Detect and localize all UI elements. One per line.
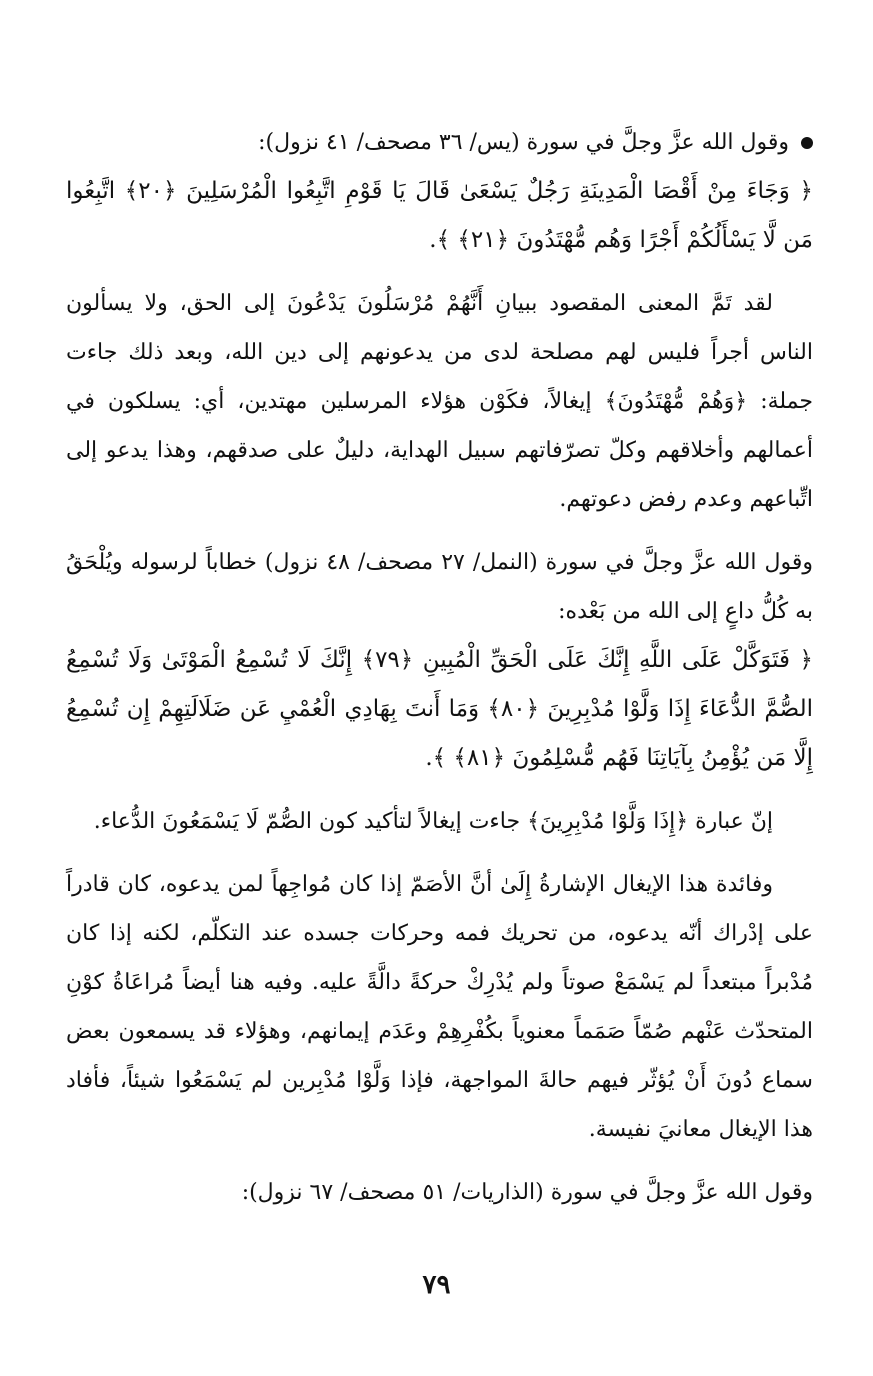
commentary-paragraph-2: إنّ عبارة ﴿إِذَا وَلَّوْا مُدْبِرِينَ﴾ جاءت إيغالاً لتأكيد كون الصُّمّ لَا يَسْمَعُونَ الدُّعاء.	[93, 809, 773, 834]
intro-text: وقول الله عزَّ وجلَّ في سورة (يس/ ٣٦ مصحف/ ٤١ نزول):	[258, 130, 789, 155]
surah-dhariyat-intro	[66, 1168, 813, 1217]
intro-text: وقول الله عزَّ وجلَّ في سورة (الذاريات/ ٥١ مصحف/ ٦٧ نزول):	[241, 1180, 813, 1205]
intro-text: وقول الله عزَّ وجلَّ في سورة (النمل/ ٢٧ مصحف/ ٤٨ نزول) خطاباً لرسوله ويُلْحَقُ به كُلُّ داعٍ إلى الله من بَعْده:	[66, 550, 813, 624]
commentary-paragraph-3: وفائدة هذا الإيغال الإشارةُ إِلَىٰ أنَّ الأصَمّ إذا كان مُواجِهاً لمن يدعوه، كان قادراً على إدْراك أنّه يدعوه، من تحريك فمه وحركات جسده عند التكلّم، لكنه إذا كان مُدْبراً مبتعداً لم يَسْمَعْ صوتاً ولم يُدْرِكْ حركةً دالَّةً عليه. وفيه هنا أيضاً مُراعَاةُ كوْنِ المتحدّث عَنْهم صُمّاً صَمَماً معنوياً بكُفْرِهِمْ وعَدَم إيمانهم، وهؤلاء قد يسمعون بعض سماع دُونَ أَنْ يُؤثّر فيهم حالةَ المواجهة، فإذا وَلَّوْا مُدْبِرين لم يَسْمَعُوا شيئاً، فأفاد هذا الإيغال معانيَ نفيسة.	[66, 872, 814, 1142]
surah-yasin-intro	[66, 118, 813, 167]
bullet-icon	[801, 137, 813, 149]
surah-naml-intro	[66, 538, 813, 636]
page-number: ٧٩	[422, 1270, 451, 1300]
commentary-paragraph-1: لقد تَمَّ المعنى المقصود ببيانِ أَنَّهُمْ مُرْسَلُونَ يَدْعُونَ إلى الحق، ولا يسألون الناس أجراً فليس لهم مصلحة لدى من يدعونهم إلى دين الله، وبعد ذلك جاءت جملة: ﴿وَهُمْ مُّهْتَدُونَ﴾ إيغالاً، فكَوْن هؤلاء المرسلين مهتدين، أي: يسلكون في أعمالهم وأخلاقهم وكلّ تصرّفاتهم سبيل الهداية، دليلٌ على صدقهم، وهذا يدعو إلى اتِّباعهم وعدم رفض دعوتهم.	[66, 291, 813, 512]
page-body	[66, 118, 813, 1217]
quran-quote-naml: ﴿ فَتَوَكَّلْ عَلَى اللَّهِ إِنَّكَ عَلَى الْحَقِّ الْمُبِينِ ﴿٧٩﴾ إِنَّكَ لَا تُسْمِعُ الْمَوْتَىٰ وَلَا تُسْمِعُ الصُّمَّ الدُّعَاءَ إِذَا وَلَّوْا مُدْبِرِينَ ﴿٨٠﴾ وَمَا أَنتَ بِهَادِي الْعُمْيِ عَن ضَلَالَتِهِمْ إِن تُسْمِعُ إِلَّا مَن يُؤْمِنُ بِآيَاتِنَا فَهُم مُّسْلِمُونَ ﴿٨١﴾ ﴾.	[66, 647, 813, 771]
quran-quote-yasin: ﴿ وَجَاءَ مِنْ أَقْصَا الْمَدِينَةِ رَجُلٌ يَسْعَىٰ قَالَ يَا قَوْمِ اتَّبِعُوا الْمُرْسَلِينَ ﴿٢٠﴾ اتَّبِعُوا مَن لَّا يَسْأَلُكُمْ أَجْرًا وَهُم مُّهْتَدُونَ ﴿٢١﴾ ﴾.	[66, 178, 813, 253]
